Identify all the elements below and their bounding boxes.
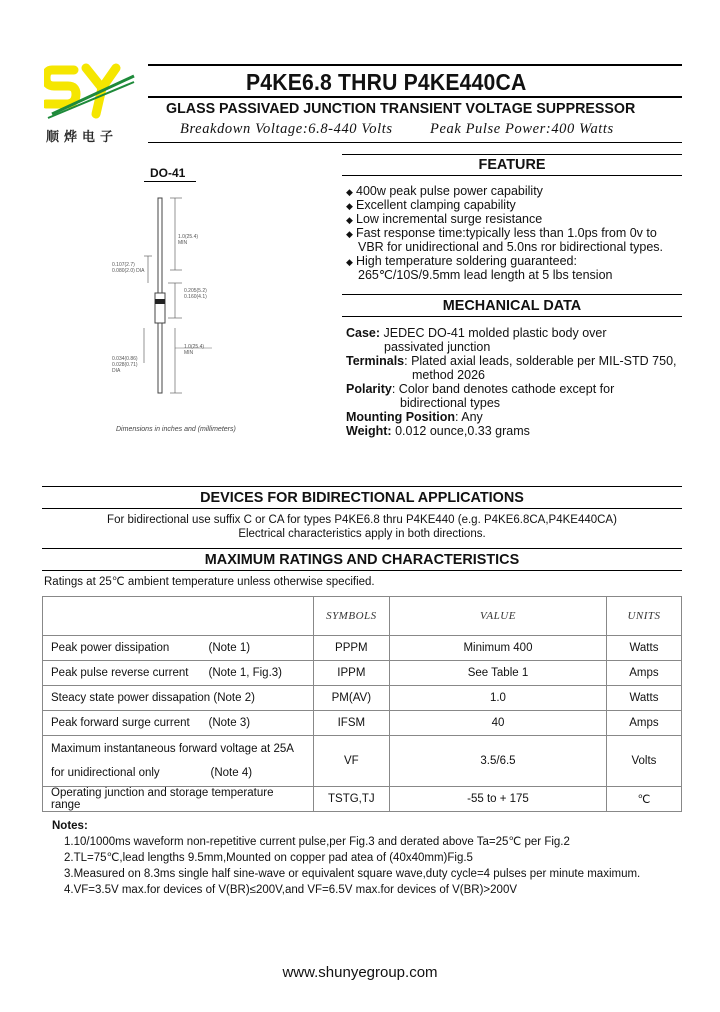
header-top-rule — [148, 64, 682, 66]
symbol-cell: PPPM — [313, 636, 389, 661]
package-underline — [144, 181, 196, 182]
footer-url[interactable]: www.shunyegroup.com — [282, 964, 438, 981]
feature-item-cont: VBR for unidirectional and 5.0ns ror bidirectional types. — [358, 240, 664, 254]
table-header-blank — [43, 597, 314, 636]
value-cell: -55 to + 175 — [390, 787, 607, 812]
ratings-table — [42, 596, 682, 812]
logo-chinese-text: 顺烨电子 — [46, 129, 119, 144]
value-cell: See Table 1 — [390, 661, 607, 686]
unit-cell: Volts — [606, 736, 681, 787]
header-mid-rule — [148, 96, 682, 98]
header-units: UNITS — [606, 597, 681, 636]
dim-lead-bot: 1.0(25.4) MIN — [184, 344, 205, 356]
arrow-bullet-icon: ◆ — [346, 229, 353, 239]
feature-item: ◆ Fast response time:typically less than 1.0ps from 0v to — [346, 226, 657, 240]
unit-cell: Amps — [606, 661, 681, 686]
param-cell: Steacy state power dissapation (Note 2) — [43, 686, 314, 711]
arrow-bullet-icon: ◆ — [346, 257, 353, 267]
diagram-caption: Dimensions in inches and (millimeters) — [116, 426, 236, 433]
feature-title: FEATURE — [478, 156, 546, 173]
arrow-bullet-icon: ◆ — [346, 215, 353, 225]
table-row — [43, 711, 682, 736]
feature-item: ◆ Low incremental surge resistance — [346, 212, 543, 226]
note-4: 4.VF=3.5V max.for devices of V(BR)≤200V,and VF=6.5V max.for devices of V(BR)>200V — [64, 884, 518, 896]
table-row — [43, 787, 682, 812]
table-row — [43, 686, 682, 711]
table-row — [43, 661, 682, 686]
note-2: 2.TL=75℃,lead lengths 9.5mm,Mounted on copper pad atea of (40x40mm)Fig.5 — [64, 852, 473, 864]
tagline-power: Peak Pulse Power:400 Watts — [430, 121, 614, 137]
symbol-cell: IFSM — [313, 711, 389, 736]
note-3: 3.Measured on 8.3ms single half sine-wave or equivalent square wave,duty cycle=4 pulses per minute maximum. — [64, 868, 641, 880]
param-cell: Peak forward surge current (Note 3) — [43, 711, 314, 736]
table-header-row — [43, 597, 682, 636]
mech-polarity: Polarity: Color band denotes cathode except for — [346, 382, 615, 396]
header-value: VALUE — [390, 597, 607, 636]
dim-lead-dia: 0.034(0.86) 0.028(0.71) DIA — [112, 356, 138, 374]
dim-lead-top: 1.0(25.4) MIN — [178, 234, 199, 246]
logo-sy-mark — [44, 62, 140, 122]
do41-diagram — [100, 188, 250, 418]
feature-item: ◆ High temperature soldering guaranteed: — [346, 254, 577, 268]
unit-cell: Watts — [606, 686, 681, 711]
dim-body-dia: 0.107(2.7) 0.080(2.0) DIA — [112, 262, 145, 274]
bidir-line1: For bidirectional use suffix C or CA for types P4KE6.8 thru P4KE440 (e.g. P4KE6.8CA,P4KE440CA) — [107, 514, 617, 526]
value-cell: 3.5/6.5 — [390, 736, 607, 787]
mech-polarity-cont: bidirectional types — [400, 396, 501, 410]
dim-body-len: 0.205(5.2) 0.160(4.1) — [184, 288, 207, 300]
bidir-top-rule — [42, 486, 682, 487]
param-cell: Maximum instantaneous forward voltage at 25A for unidirectional only (Note 4) — [43, 736, 314, 787]
ratings-intro: Ratings at 25℃ ambient temperature unless otherwise specified. — [44, 576, 375, 588]
mech-case-cont: passivated junction — [384, 340, 491, 354]
feature-top-rule — [342, 154, 682, 155]
notes-title: Notes: — [52, 820, 88, 832]
value-cell: 1.0 — [390, 686, 607, 711]
ratings-title: MAXIMUM RATINGS AND CHARACTERISTICS — [204, 551, 520, 568]
mech-case: Case: JEDEC DO-41 molded plastic body over — [346, 326, 607, 340]
feature-item-cont: 265℃/10S/9.5mm lead length at 5 lbs tension — [358, 268, 613, 282]
page-title: P4KE6.8 THRU P4KE440CA — [246, 69, 527, 95]
note-1: 1.10/1000ms waveform non-repetitive current pulse,per Fig.3 and derated above Ta=25℃ per Fig.2 — [64, 836, 570, 848]
param-cell: Peak power dissipation (Note 1) — [43, 636, 314, 661]
symbol-cell: IPPM — [313, 661, 389, 686]
bidirectional-title: DEVICES FOR BIDIRECTIONAL APPLICATIONS — [200, 489, 524, 506]
mech-terminals: Terminals: Plated axial leads, solderable per MIL-STD 750, — [346, 354, 677, 368]
mechanical-title: MECHANICAL DATA — [442, 297, 582, 314]
page-subtitle: GLASS PASSIVAED JUNCTION TRANSIENT VOLTAGE SUPPRESSOR — [166, 100, 636, 117]
feature-item: ◆ Excellent clamping capability — [346, 198, 516, 212]
value-cell: 40 — [390, 711, 607, 736]
param-cell: Peak pulse reverse current (Note 1, Fig.3) — [43, 661, 314, 686]
header-bottom-rule — [148, 142, 682, 143]
unit-cell: Amps — [606, 711, 681, 736]
symbol-cell: TSTG,TJ — [313, 787, 389, 812]
header-symbols: SYMBOLS — [313, 597, 389, 636]
ratings-bottom-rule — [42, 570, 682, 571]
mech-bottom-rule — [342, 316, 682, 317]
unit-cell: ℃ — [606, 787, 681, 812]
param-cell: Operating junction and storage temperature range — [43, 787, 314, 812]
value-cell: Minimum 400 — [390, 636, 607, 661]
unit-cell: Watts — [606, 636, 681, 661]
company-logo — [44, 62, 140, 144]
mech-weight: Weight: 0.012 ounce,0.33 grams — [346, 424, 530, 438]
bidir-line2: Electrical characteristics apply in both directions. — [238, 528, 486, 540]
bidir-bottom-rule — [42, 508, 682, 509]
table-row — [43, 636, 682, 661]
table-row — [43, 736, 682, 787]
arrow-bullet-icon: ◆ — [346, 201, 353, 211]
package-label: DO-41 — [150, 166, 186, 180]
symbol-cell: PM(AV) — [313, 686, 389, 711]
mech-terminals-cont: method 2026 — [412, 368, 485, 382]
mech-mounting: Mounting Position: Any — [346, 410, 483, 424]
tagline-breakdown: Breakdown Voltage:6.8-440 Volts — [180, 121, 393, 137]
feature-item: ◆ 400w peak pulse power capability — [346, 184, 543, 198]
mech-top-rule — [342, 294, 682, 295]
symbol-cell: VF — [313, 736, 389, 787]
arrow-bullet-icon: ◆ — [346, 187, 353, 197]
ratings-top-rule — [42, 548, 682, 549]
feature-bottom-rule — [342, 175, 682, 176]
